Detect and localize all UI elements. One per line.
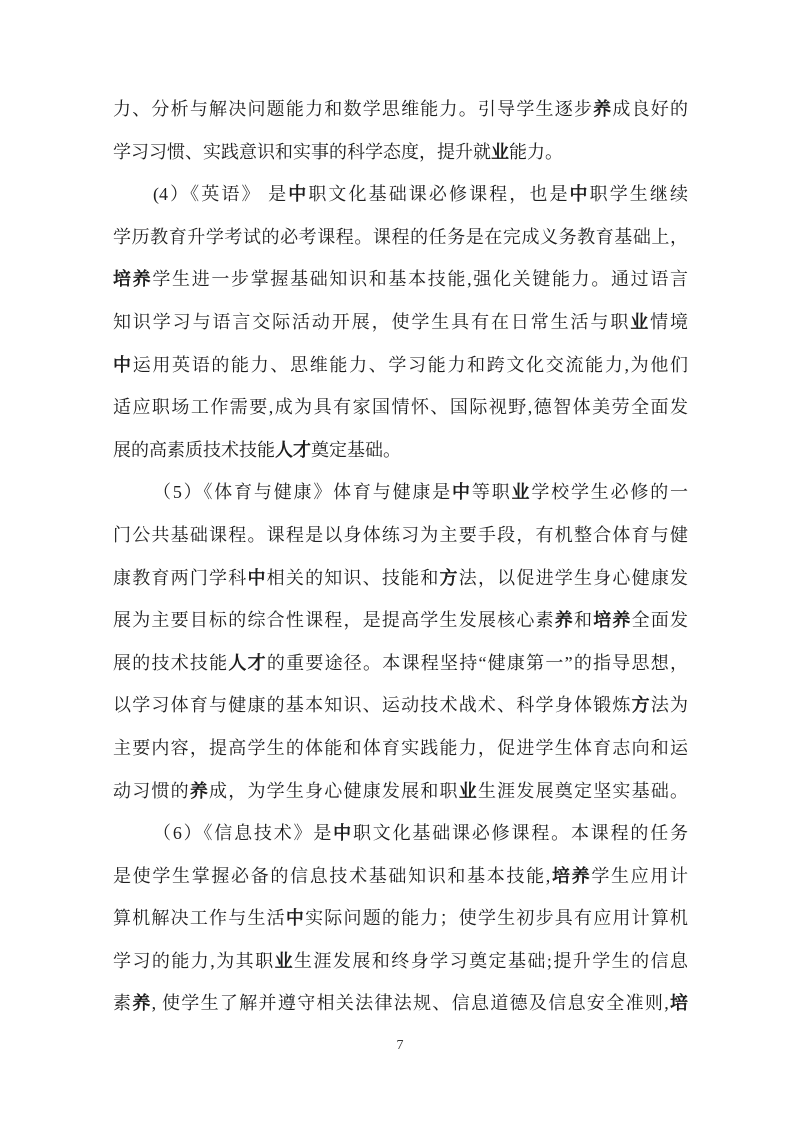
text-line <box>113 131 688 174</box>
text-run: 法，以促进学生身心健康发 <box>458 567 689 588</box>
text-run: 学历教育升学考试的必考课程。课程的任务是在完成义务教育基础上， <box>113 226 688 247</box>
text-line <box>113 173 688 216</box>
text-line <box>113 599 688 642</box>
text-run: 算机解决工作与生活 <box>113 908 286 929</box>
document-body <box>113 88 688 1025</box>
text-run: 学生应用计 <box>591 865 689 886</box>
text-run: （6）《信息技术》是 <box>153 823 334 844</box>
text-line <box>113 471 688 514</box>
text-run: 展的技术技能 <box>113 652 229 673</box>
text-run: 能力。 <box>509 141 563 162</box>
bold-text-run: 中 <box>285 908 306 929</box>
text-run: 知识学习与语言交际活动开展，使学生具有在日常生活与职 <box>113 311 631 332</box>
bold-text-run: 中 <box>247 567 267 588</box>
text-run: 力、分析与解决问题能力和数学思维能力。引导学生逐步 <box>113 99 594 119</box>
text-run: 成，为学生身心健康发展和职 <box>209 780 459 801</box>
text-run: (4）《英语》 是 <box>153 184 289 205</box>
bold-text-run: 中 <box>113 354 133 375</box>
text-run: 生涯发展奠定坚实基础。 <box>477 780 689 801</box>
text-run: 职学生继续 <box>589 184 688 205</box>
bold-text-run: 业 <box>491 141 509 162</box>
text-run: 实际问题的能力；使学生初步具有应用计算机 <box>305 908 689 929</box>
bold-text-run: 中 <box>333 823 353 844</box>
text-run: 相关的知识、技能和 <box>266 567 440 588</box>
text-run: 动习惯的 <box>113 780 190 801</box>
bold-text-run: 养 <box>132 993 152 1014</box>
text-run: 成良好的 <box>612 99 689 119</box>
text-run: 学校学生必修的一 <box>531 482 689 503</box>
text-line <box>113 344 688 387</box>
text-run: 职文化基础课必修课程。本课程的任务 <box>352 823 689 844</box>
text-run: 职文化基础课必修课程，也是 <box>308 184 570 205</box>
text-line <box>113 557 688 600</box>
text-run: 主要内容，提高学生的体能和体育实践能力，促进学生体育志向和运 <box>113 737 688 758</box>
text-run: 展的高素质技术技能 <box>113 439 275 460</box>
text-line <box>113 940 688 983</box>
text-run: 素 <box>113 993 133 1014</box>
bold-text-run: 中 <box>569 184 590 205</box>
text-line <box>113 684 688 727</box>
text-run: 以学习体育与健康的基本知识、运动技术战术、科学身体锻炼 <box>113 695 632 716</box>
bold-text-run: 人才 <box>228 652 267 673</box>
text-run: 奠定基础。 <box>311 439 401 460</box>
text-line <box>113 301 688 344</box>
text-line <box>113 429 688 472</box>
text-line <box>113 386 688 429</box>
bold-text-run: 培养 <box>550 865 592 886</box>
text-run: 情境 <box>650 311 689 332</box>
text-run: 学习的能力,为其职 <box>113 950 275 971</box>
bold-text-run: 业 <box>274 950 295 971</box>
text-run: 全面发 <box>631 610 689 631</box>
bold-text-run: 养 <box>554 610 574 631</box>
bold-text-run: 中 <box>452 482 472 503</box>
text-line <box>113 855 688 898</box>
text-run: 学习习惯、实践意识和实事的科学态度，提升就 <box>113 141 491 162</box>
bold-text-run: 培养 <box>113 269 153 290</box>
bold-text-run: 人才 <box>275 439 311 460</box>
bold-text-run: 方 <box>439 567 459 588</box>
text-run: 康教育两门学科 <box>113 567 248 588</box>
text-run: 学生进一步掌握基础知识和基本技能,强化关键能力。通过语言 <box>152 269 689 290</box>
text-line <box>113 642 688 685</box>
text-line <box>113 88 688 131</box>
text-run: 和 <box>573 610 594 631</box>
text-run: 的重要途径。本课程坚持“健康第一”的指导思想， <box>266 652 688 673</box>
text-run: 门公共基础课程。课程是以身体练习为主要手段，有机整合体育与健 <box>113 524 688 545</box>
text-run: 展为主要目标的综合性课程，是提高学生发展核心素 <box>113 610 555 631</box>
bold-text-run: 业 <box>511 482 532 503</box>
text-run: 生涯发展和终身学习奠定基础;提升学生的信息 <box>294 950 689 971</box>
bold-text-run: 养 <box>593 99 613 119</box>
text-line <box>113 897 688 940</box>
text-line <box>113 258 688 301</box>
text-line <box>113 770 688 813</box>
bold-text-run: 业 <box>458 780 478 801</box>
bold-text-run: 方 <box>631 695 651 716</box>
text-line <box>113 514 688 557</box>
bold-text-run: 养 <box>189 780 210 801</box>
text-run: 是使学生掌握必备的信息技术基础知识和基本技能, <box>113 865 551 886</box>
text-run: 法为 <box>650 695 689 716</box>
text-line <box>113 812 688 855</box>
text-run: , 使学生了解并遵守相关法律法规、信息道德及信息安全准则, <box>151 993 669 1014</box>
text-run: （5）《体育与健康》体育与健康是 <box>153 482 453 503</box>
bold-text-run: 业 <box>630 311 651 332</box>
text-line <box>113 216 688 259</box>
text-line <box>113 982 688 1025</box>
text-line <box>113 727 688 770</box>
text-run: 运用英语的能力、思维能力、学习能力和跨文化交流能力,为他们 <box>132 354 689 375</box>
bold-text-run: 中 <box>288 184 309 205</box>
text-run: 等职 <box>471 482 512 503</box>
bold-text-run: 培 <box>668 993 689 1014</box>
bold-text-run: 培养 <box>593 610 632 631</box>
page-number: 7 <box>396 1038 404 1053</box>
text-run: 适应职场工作需要,成为具有家国情怀、国际视野,德智体美劳全面发 <box>113 397 688 418</box>
